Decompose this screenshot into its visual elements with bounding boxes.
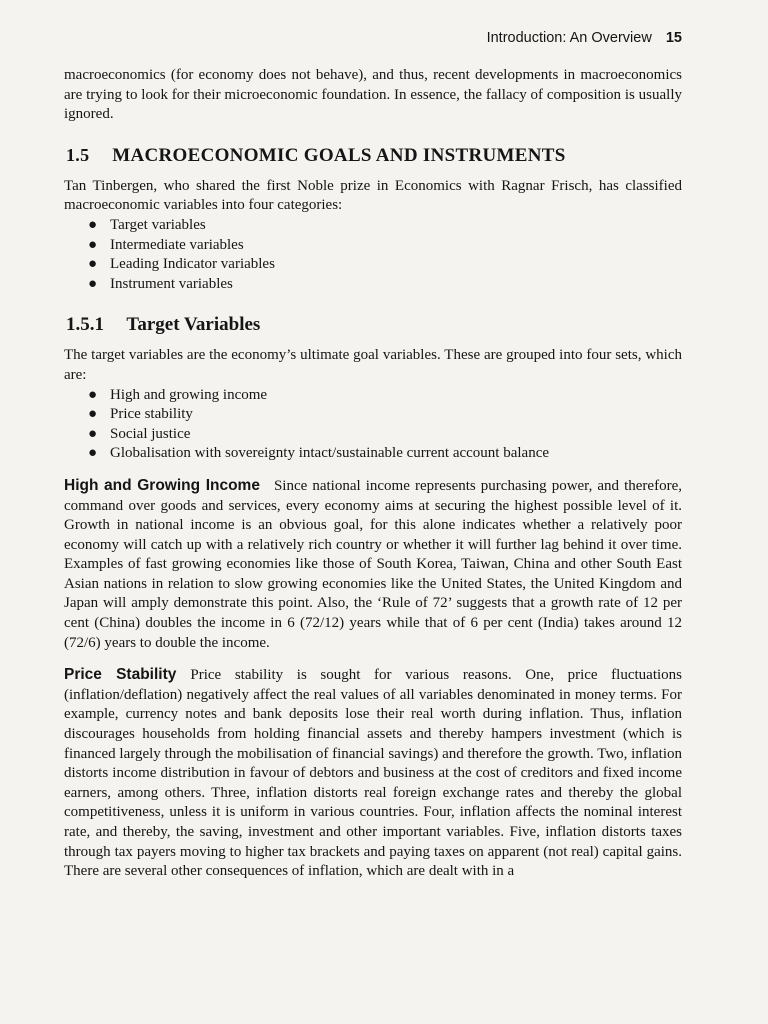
list-item: ● Target variables [88,216,682,236]
bullet-icon: ● [88,216,98,233]
running-title: Introduction: An Overview [486,30,652,46]
list-item: ● Globalisation with sovereignty intact/sustainable current account balance [88,444,682,464]
section-title: MACROECONOMIC GOALS AND INSTRUMENTS [112,144,566,166]
list-item: ● Leading Indicator variables [88,255,682,275]
paragraph-text: Since national income represents purchasing power, and therefore, command over goods and services, every economy aims at securing the highest possible level of it. Growth in national income is an obvious goal, for this alone indicates whether a relatively poor economy will catch up with a relatively rich country or whether it will further lag behind it over time. Examples of fast growing economies like those of South Korea, Taiwan, China and other South East Asian nations in relation to slow growing economies like the United States, the United Kingdom and Japan will amply demonstrate this point. Also, the ‘Rule of 72’ suggests that a growth rate of 12 per cent (China) doubles the income in 6 (72/12) years while that of 6 per cent (India) takes around 12 (72/6) years to double the income. [64,477,682,651]
list-item: ● High and growing income [88,386,682,406]
section-1-5-paragraph: Tan Tinbergen, who shared the first Noble prize in Economics with Ragnar Frisch, has classified macroeconomic variables into four categories: [64,177,682,214]
section-heading-1-5 [66,145,682,167]
bullet-icon: ● [88,236,98,253]
page-number: 15 [665,30,682,46]
price-stability-paragraph [64,665,682,882]
variable-categories-list [88,216,682,294]
bullet-icon: ● [88,425,98,442]
list-item: ● Social justice [88,425,682,445]
section-number: 1.5 [66,144,90,165]
runin-heading: Price Stability [64,666,177,684]
target-variables-list [88,386,682,464]
section-heading-1-5-1 [66,314,682,336]
subsection-title: Target Variables [126,314,261,336]
list-item: ● Price stability [88,405,682,425]
bullet-icon: ● [88,275,98,292]
bullet-icon: ● [88,445,98,462]
intro-paragraph: macroeconomics (for economy does not behave), and thus, recent developments in macroeconomics are trying to look for their microeconomic foundation. In essence, the fallacy of composition is usually ignored. [64,67,682,123]
bullet-icon: ● [88,256,98,273]
subsection-number: 1.5.1 [66,314,104,336]
high-growing-income-paragraph [64,476,682,653]
list-item: ● Instrument variables [88,275,682,295]
running-header [64,30,682,50]
bullet-icon: ● [88,386,98,403]
book-page [64,30,682,882]
list-item: ● Intermediate variables [88,236,682,256]
runin-heading: High and Growing Income [64,476,260,494]
bullet-icon: ● [88,406,98,423]
paragraph-text: Price stability is sought for various reasons. One, price fluctuations (inflation/deflation) negatively affect the real values of all variables denominated in money terms. For example, currency notes and bank deposits lose their real worth during inflation. Thus, inflation discourages households from holding financial assets and thereby hampers investment (which is financed largely through the mobilisation of financial savings) and therefore the growth. Two, inflation distorts income distribution in favour of debtors and business at the cost of creditors and fixed income earners, among others. Three, inflation distorts real foreign exchange rates and thereby the global competitiveness, unless it is uniform in various countries. Four, inflation affects the nominal interest rate, and thereby, the saving, investment and other important variables. Five, inflation distorts taxes through tax payers moving to higher tax brackets and paying taxes on apparent (not real) capital gains. There are several other consequences of inflation, which are dealt with in a [64,667,682,880]
section-1-5-1-paragraph: The target variables are the economy’s ultimate goal variables. These are grouped into four sets, which are: [64,347,682,383]
